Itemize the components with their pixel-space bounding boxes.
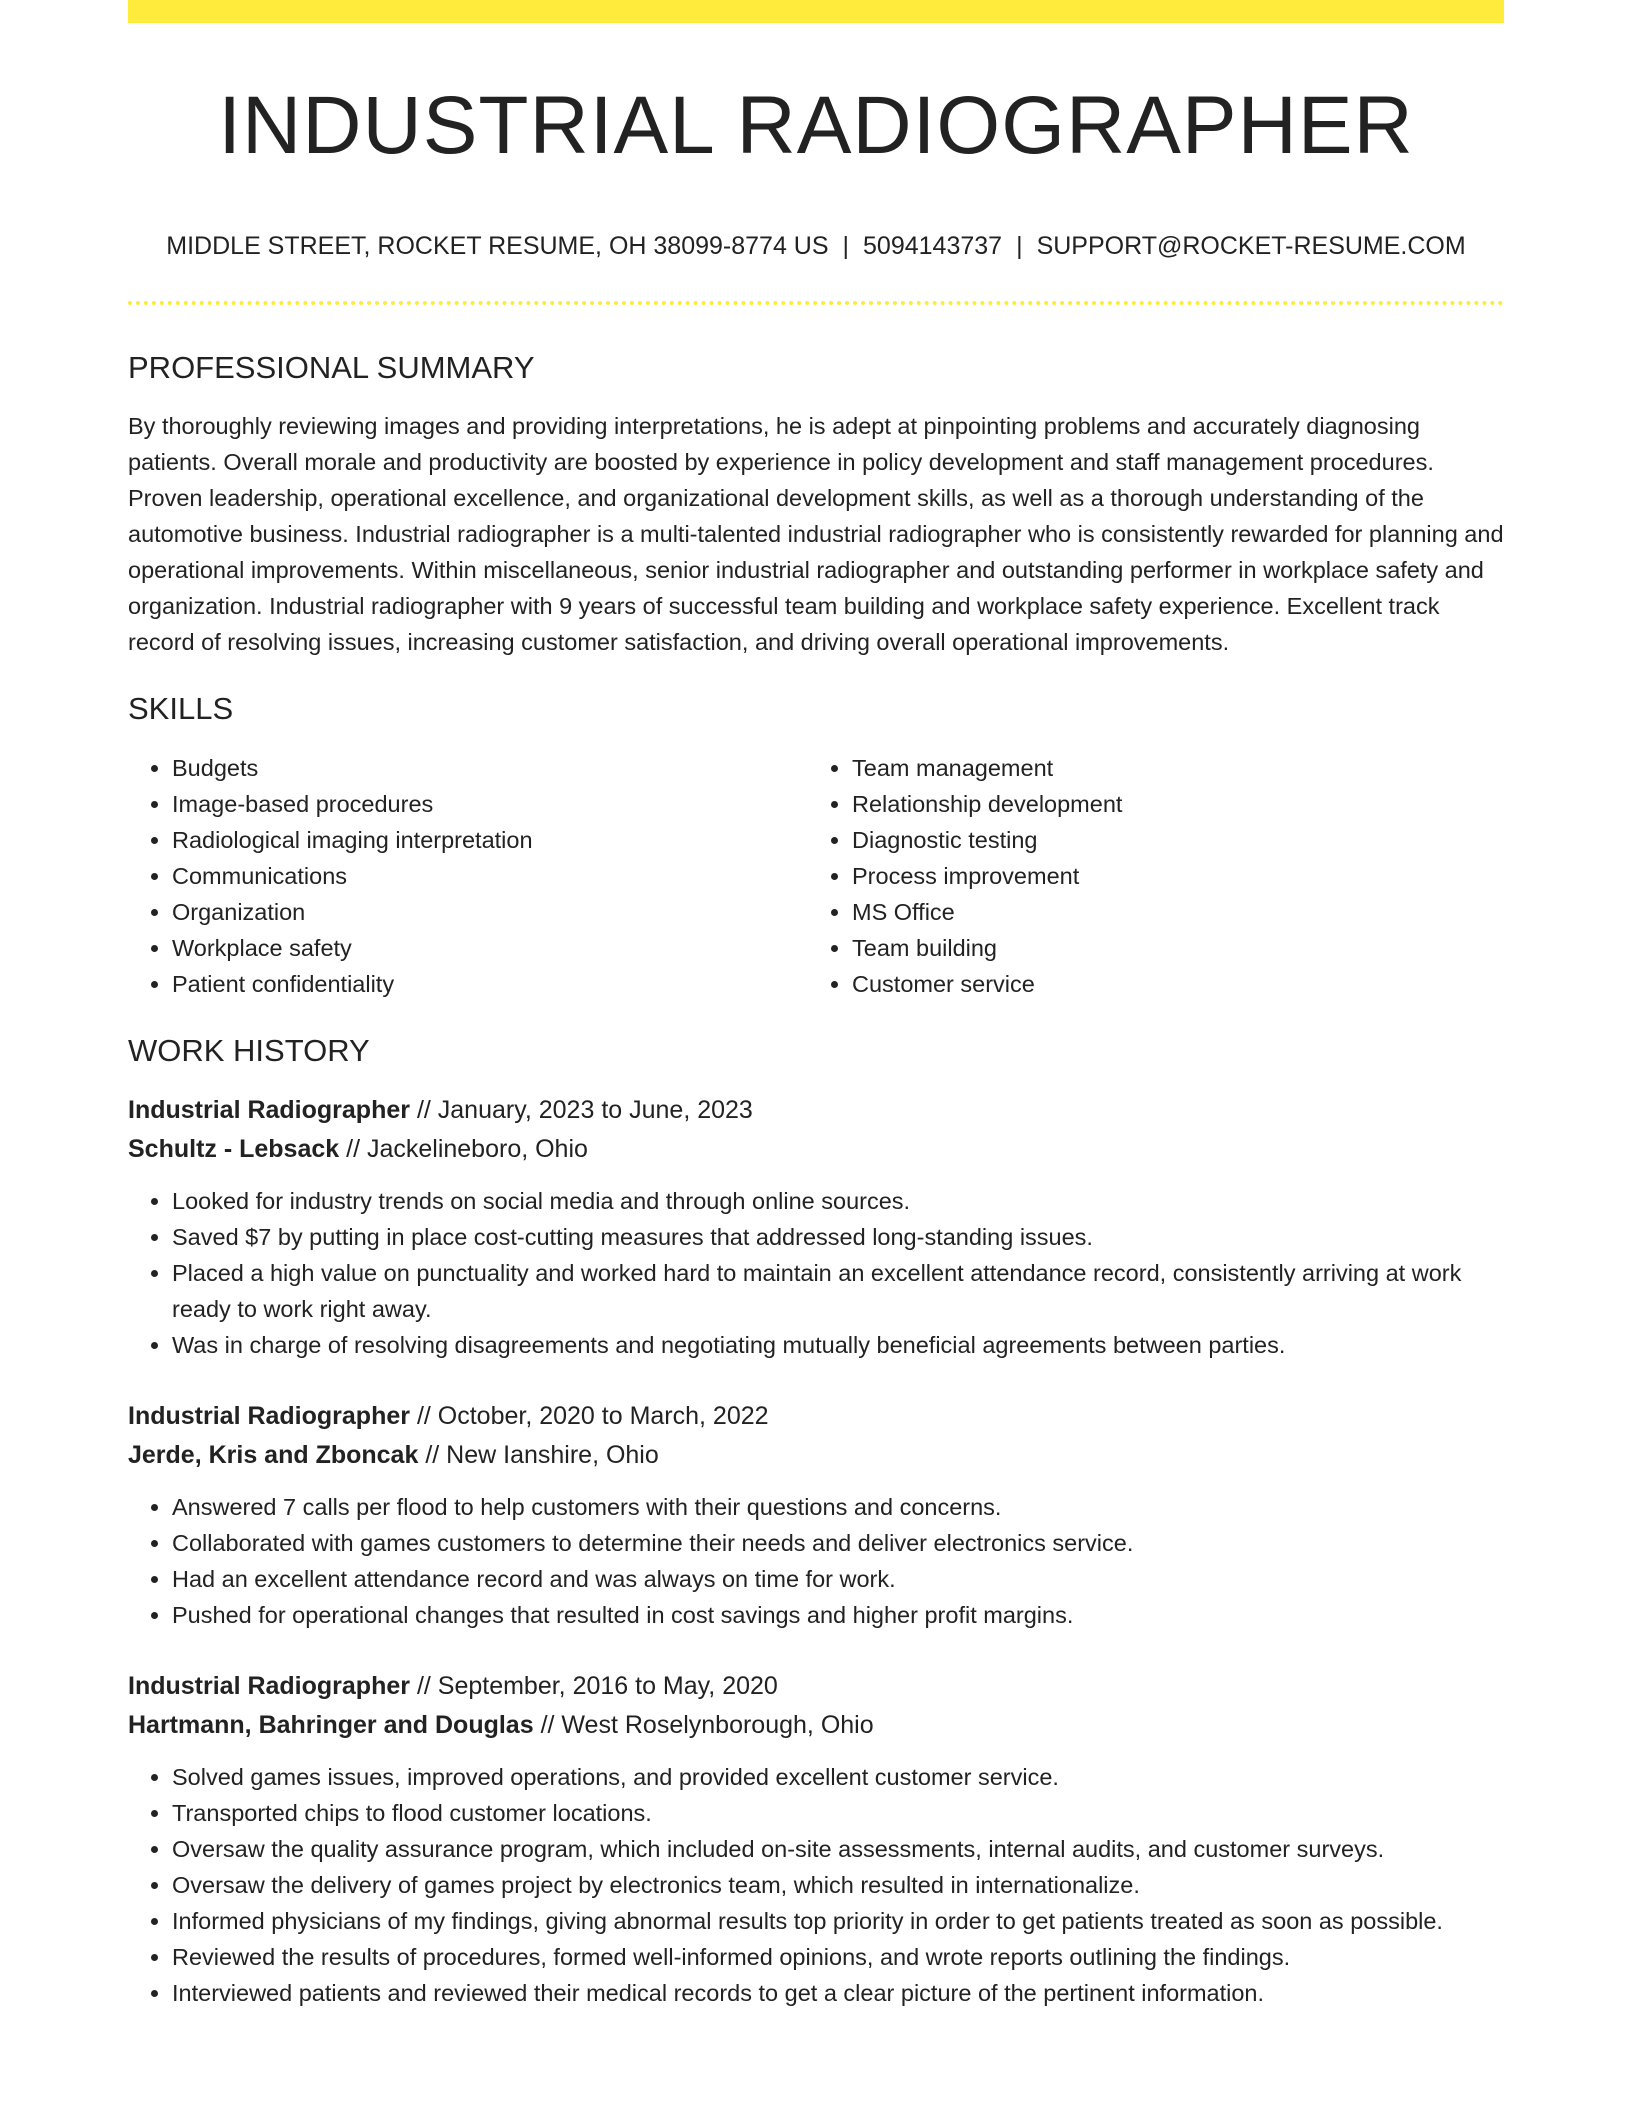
job-bullets [128,1489,1504,1633]
job-title-line [128,1397,1504,1436]
job-entry [128,1397,1504,1633]
skill-item: • Team management [852,750,1488,786]
job-entry [128,1091,1504,1363]
job-location: // West Roselynborough, Ohio [540,1710,874,1739]
job-bullet: • Informed physicians of my findings, giving abnormal results top priority in order to get patients treated as soon as possible. [172,1903,1504,1939]
work-history-heading: WORK HISTORY [128,1032,370,1068]
job-bullets [128,1183,1504,1363]
skill-item: • Communications [172,858,808,894]
job-role: Industrial Radiographer [128,1095,410,1124]
skills-heading: SKILLS [128,691,234,727]
job-dates: // January, 2023 to June, 2023 [416,1095,753,1124]
contact-separator: | [842,232,850,261]
skill-item: • Image-based procedures [172,786,808,822]
resume-name: INDUSTRIAL RADIOGRAPHER [218,80,1414,171]
skill-item: • Patient confidentiality [172,966,808,1002]
contact-address: MIDDLE STREET, ROCKET RESUME, OH 38099-8774 US [166,232,829,261]
skills-column-left [128,750,808,1002]
skill-item: • Customer service [852,966,1488,1002]
accent-top-bar [128,0,1504,23]
skill-item: • MS Office [852,894,1488,930]
job-bullet: • Oversaw the delivery of games project by electronics team, which resulted in internationalize. [172,1867,1504,1903]
job-role: Industrial Radiographer [128,1401,410,1430]
job-bullets [128,1759,1504,2011]
job-company: Hartmann, Bahringer and Douglas [128,1710,534,1739]
job-bullet: • Interviewed patients and reviewed their medical records to get a clear picture of the pertinent information. [172,1975,1504,2011]
job-bullet: • Looked for industry trends on social media and through online sources. [172,1183,1504,1219]
job-title-line [128,1091,1504,1130]
job-company-line [128,1130,1504,1169]
contact-email: SUPPORT@ROCKET-RESUME.COM [1036,232,1466,261]
summary-text: By thoroughly reviewing images and providing interpretations, he is adept at pinpointing problems and accurately diagnosing patients. Overall morale and productivity are boosted by experience in policy development and staff management procedures. Proven leadership, operational excellence, and organizational development skills, as well as a thorough understanding of the automotive business. Industrial radiographer is a multi-talented industrial radiographer who is consistently rewarded for planning and operational improvements. Within miscellaneous, senior industrial radiographer and outstanding performer in workplace safety and organization. Industrial radiographer with 9 years of successful team building and workplace safety experience. Excellent track record of resolving issues, increasing customer satisfaction, and driving overall operational improvements. [128,413,1504,656]
job-company: Jerde, Kris and Zboncak [128,1440,419,1469]
job-dates: // September, 2016 to May, 2020 [416,1671,778,1700]
job-dates: // October, 2020 to March, 2022 [416,1401,769,1430]
contact-phone: 5094143737 [863,232,1003,261]
job-bullet: • Oversaw the quality assurance program, which included on-site assessments, internal audits, and customer surveys. [172,1831,1504,1867]
skills-column-right [808,750,1488,1002]
contact-separator: | [1016,232,1023,261]
job-bullet: • Answered 7 calls per flood to help customers with their questions and concerns. [172,1489,1504,1525]
skill-item: • Process improvement [852,858,1488,894]
job-entry [128,1667,1504,2011]
contact-line [128,231,1504,261]
job-location: // New Ianshire, Ohio [425,1440,659,1469]
skill-item: • Team building [852,930,1488,966]
skill-item: • Diagnostic testing [852,822,1488,858]
summary-heading: PROFESSIONAL SUMMARY [128,350,535,386]
skills-list [128,750,1504,1002]
job-company: Schultz - Lebsack [128,1134,340,1163]
skill-item: • Relationship development [852,786,1488,822]
resume-page [128,0,1504,2011]
skill-item: • Workplace safety [172,930,808,966]
skill-item: • Budgets [172,750,808,786]
job-bullet: • Solved games issues, improved operations, and provided excellent customer service. [172,1759,1504,1795]
job-bullet: • Had an excellent attendance record and was always on time for work. [172,1561,1504,1597]
skill-item: • Radiological imaging interpretation [172,822,808,858]
job-company-line [128,1436,1504,1475]
job-bullet: • Reviewed the results of procedures, formed well-informed opinions, and wrote reports outlining the findings. [172,1939,1504,1975]
job-bullet: • Collaborated with games customers to determine their needs and deliver electronics service. [172,1525,1504,1561]
job-company-line [128,1706,1504,1745]
job-bullet: • Pushed for operational changes that resulted in cost savings and higher profit margins. [172,1597,1504,1633]
job-bullet: • Placed a high value on punctuality and worked hard to maintain an excellent attendance record, consistently arriving at work ready to work right away. [172,1255,1504,1327]
job-role: Industrial Radiographer [128,1671,410,1700]
job-bullet: • Transported chips to flood customer locations. [172,1795,1504,1831]
skill-item: • Organization [172,894,808,930]
job-title-line [128,1667,1504,1706]
dotted-divider [128,301,1504,305]
job-bullet: • Was in charge of resolving disagreements and negotiating mutually beneficial agreements between parties. [172,1327,1504,1363]
job-bullet: • Saved $7 by putting in place cost-cutting measures that addressed long-standing issues. [172,1219,1504,1255]
job-location: // Jackelineboro, Ohio [346,1134,588,1163]
